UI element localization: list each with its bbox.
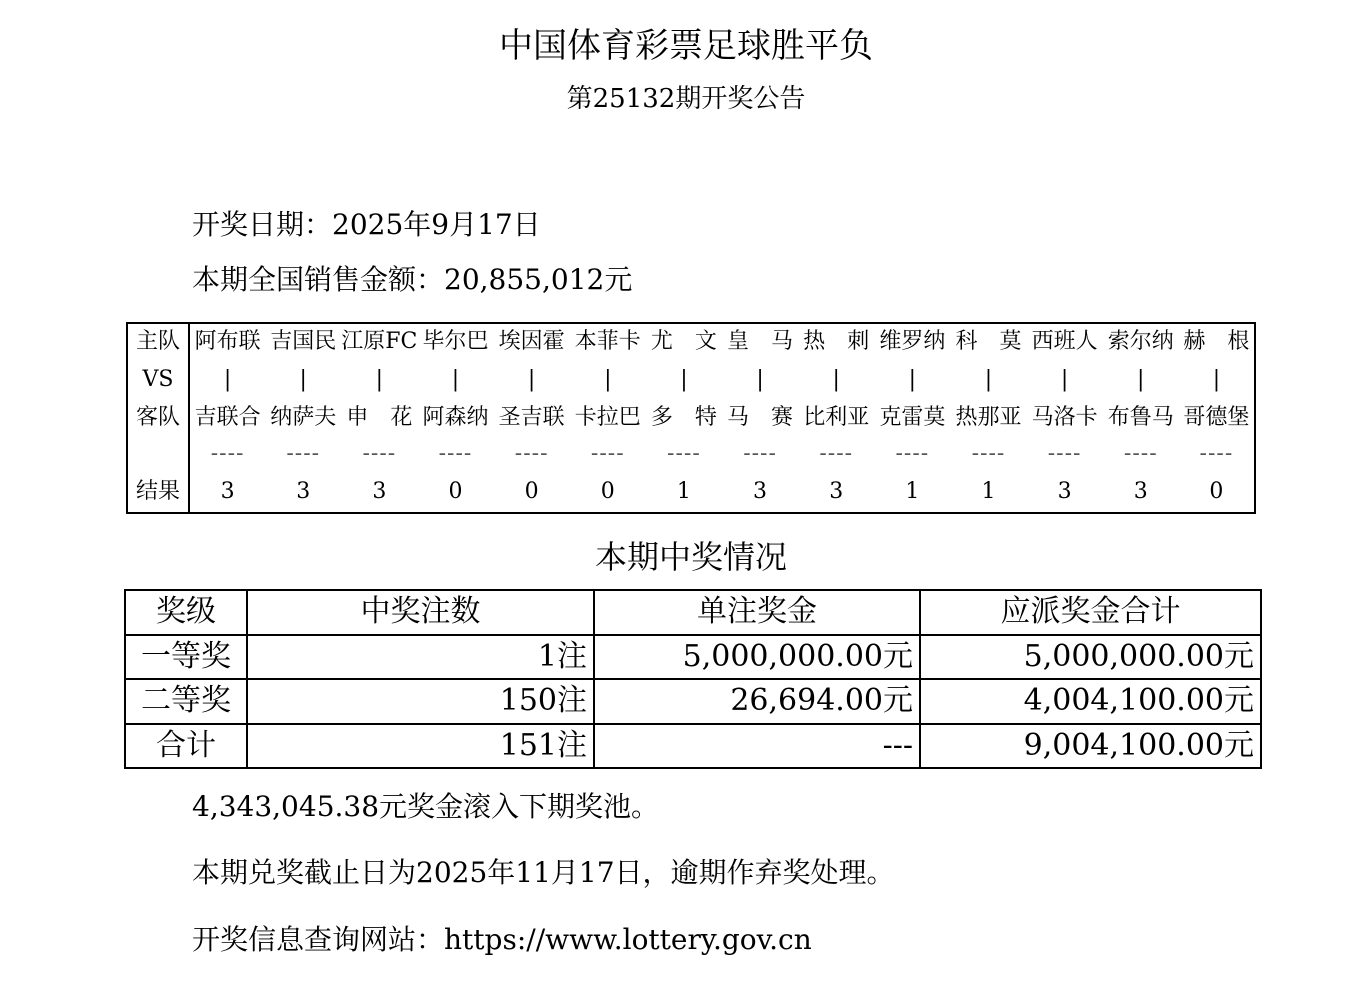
match-result: 0 — [600, 479, 615, 504]
match-separator: ---- — [971, 441, 1006, 466]
sales-amount: 本期全国销售金额：20,855,012元 — [192, 263, 633, 296]
match-separator: ---- — [590, 441, 625, 466]
match-home-team: 尤 文 — [650, 329, 717, 354]
prize-count: 1注 — [247, 635, 594, 680]
prize-total: 5,000,000.00元 — [920, 635, 1261, 680]
home-team-row — [127, 323, 1255, 360]
match-vs-mark: | — [527, 367, 536, 392]
match-separator: ---- — [514, 441, 549, 466]
match-separator: ---- — [210, 441, 245, 466]
match-separator: ---- — [895, 441, 930, 466]
header-total-prize: 应派奖金合计 — [920, 590, 1261, 635]
match-vs-mark: | — [223, 367, 232, 392]
match-away-team: 比利亚 — [803, 405, 870, 430]
match-away-team: 纳萨夫 — [270, 405, 337, 430]
match-result: 3 — [829, 479, 844, 504]
match-home-team: 维罗纳 — [879, 329, 946, 354]
result-label: 结果 — [127, 472, 189, 513]
match-away-team: 哥德堡 — [1183, 405, 1250, 430]
prize-unit: 5,000,000.00元 — [594, 635, 920, 680]
match-home-team: 吉国民 — [270, 329, 337, 354]
match-away-team: 马洛卡 — [1031, 405, 1098, 430]
match-separator: ---- — [362, 441, 397, 466]
match-vs-mark: | — [832, 367, 840, 392]
match-vs-mark: | — [375, 367, 384, 392]
prize-level: 合计 — [125, 724, 247, 769]
match-vs-mark: | — [1212, 367, 1221, 392]
match-vs-mark: | — [756, 367, 764, 392]
prize-total: 9,004,100.00元 — [920, 724, 1261, 769]
match-result: 1 — [981, 479, 996, 504]
page-title: 中国体育彩票足球胜平负 — [499, 26, 873, 66]
header-unit-prize: 单注奖金 — [594, 590, 920, 635]
match-result: 3 — [753, 479, 768, 504]
away-team-row — [127, 400, 1255, 436]
prize-header-row — [125, 590, 1261, 635]
match-away-team: 多 特 — [650, 405, 717, 430]
match-away-team: 吉联合 — [194, 405, 261, 430]
match-vs-mark: | — [908, 367, 917, 392]
match-home-team: 西班人 — [1031, 329, 1098, 354]
match-table — [126, 322, 1256, 514]
match-home-team: 本菲卡 — [574, 329, 641, 354]
vs-row — [127, 360, 1255, 400]
match-separator: ---- — [743, 441, 777, 466]
match-away-team: 克雷莫 — [879, 405, 946, 430]
match-away-team: 布鲁马 — [1107, 405, 1174, 430]
match-vs-mark: | — [451, 367, 460, 392]
match-result: 1 — [905, 479, 920, 504]
match-result: 0 — [1209, 479, 1224, 504]
home-label: 主队 — [127, 323, 189, 360]
match-result: 3 — [220, 479, 235, 504]
match-away-team: 圣吉联 — [498, 405, 565, 430]
match-home-team: 热 刺 — [803, 329, 870, 354]
match-away-team: 热那亚 — [955, 405, 1022, 430]
prize-unit: --- — [594, 724, 920, 769]
separator-label-cell — [127, 436, 189, 472]
match-home-team: 毕尔巴 — [422, 329, 489, 354]
match-separator: ---- — [1047, 441, 1082, 466]
match-home-team: 阿布联 — [194, 329, 261, 354]
page-subtitle: 第25132期开奖公告 — [566, 84, 806, 114]
match-home-team: 皇 马 — [727, 329, 794, 354]
match-separator: ---- — [667, 441, 701, 466]
match-away-team: 卡拉巴 — [574, 405, 641, 430]
match-result: 3 — [1057, 479, 1072, 504]
match-home-team: 赫 根 — [1183, 329, 1250, 354]
match-home-team: 江原FC — [341, 329, 418, 354]
prize-level: 二等奖 — [125, 679, 247, 724]
match-vs-mark: | — [299, 367, 307, 392]
separator-row — [127, 436, 1255, 472]
match-vs-mark: | — [680, 367, 688, 392]
prize-row-sum — [125, 724, 1261, 769]
match-vs-mark: | — [1060, 367, 1069, 392]
match-result: 3 — [372, 479, 387, 504]
match-separator: ---- — [438, 441, 473, 466]
match-separator: ---- — [286, 441, 321, 466]
match-vs-mark: | — [984, 367, 993, 392]
prize-level: 一等奖 — [125, 635, 247, 680]
rollover-note: 4,343,045.38元奖金滚入下期奖池。 — [192, 790, 660, 823]
match-result: 0 — [448, 479, 463, 504]
away-label: 客队 — [127, 400, 189, 436]
website-note: 开奖信息查询网站：https://www.lottery.gov.cn — [192, 923, 812, 956]
prize-count: 151注 — [247, 724, 594, 769]
match-away-team: 申 花 — [346, 405, 413, 430]
match-result: 3 — [1133, 479, 1148, 504]
prize-unit: 26,694.00元 — [594, 679, 920, 724]
match-result: 0 — [524, 479, 539, 504]
match-vs-mark: | — [1137, 367, 1145, 392]
prize-total: 4,004,100.00元 — [920, 679, 1261, 724]
match-away-team: 阿森纳 — [422, 405, 489, 430]
prize-section-title: 本期中奖情况 — [594, 538, 787, 576]
match-home-team: 科 莫 — [955, 329, 1022, 354]
match-separator: ---- — [819, 441, 854, 466]
prize-row-second — [125, 679, 1261, 724]
prize-count: 150注 — [247, 679, 594, 724]
match-result: 3 — [296, 479, 311, 504]
match-separator: ---- — [1123, 441, 1158, 466]
result-row — [127, 472, 1255, 513]
prize-table — [124, 589, 1262, 769]
match-home-team: 埃因霍 — [498, 329, 565, 354]
match-home-team: 索尔纳 — [1107, 329, 1174, 354]
deadline-note: 本期兑奖截止日为2025年11月17日，逾期作弃奖处理。 — [192, 856, 895, 889]
draw-date: 开奖日期：2025年9月17日 — [192, 208, 541, 241]
match-vs-mark: | — [604, 367, 612, 392]
match-separator: ---- — [1199, 441, 1234, 466]
prize-row-first — [125, 635, 1261, 680]
match-result: 1 — [676, 479, 691, 504]
header-count: 中奖注数 — [247, 590, 594, 635]
match-away-team: 马 赛 — [727, 405, 794, 430]
header-level: 奖级 — [125, 590, 247, 635]
vs-label: VS — [127, 360, 189, 400]
